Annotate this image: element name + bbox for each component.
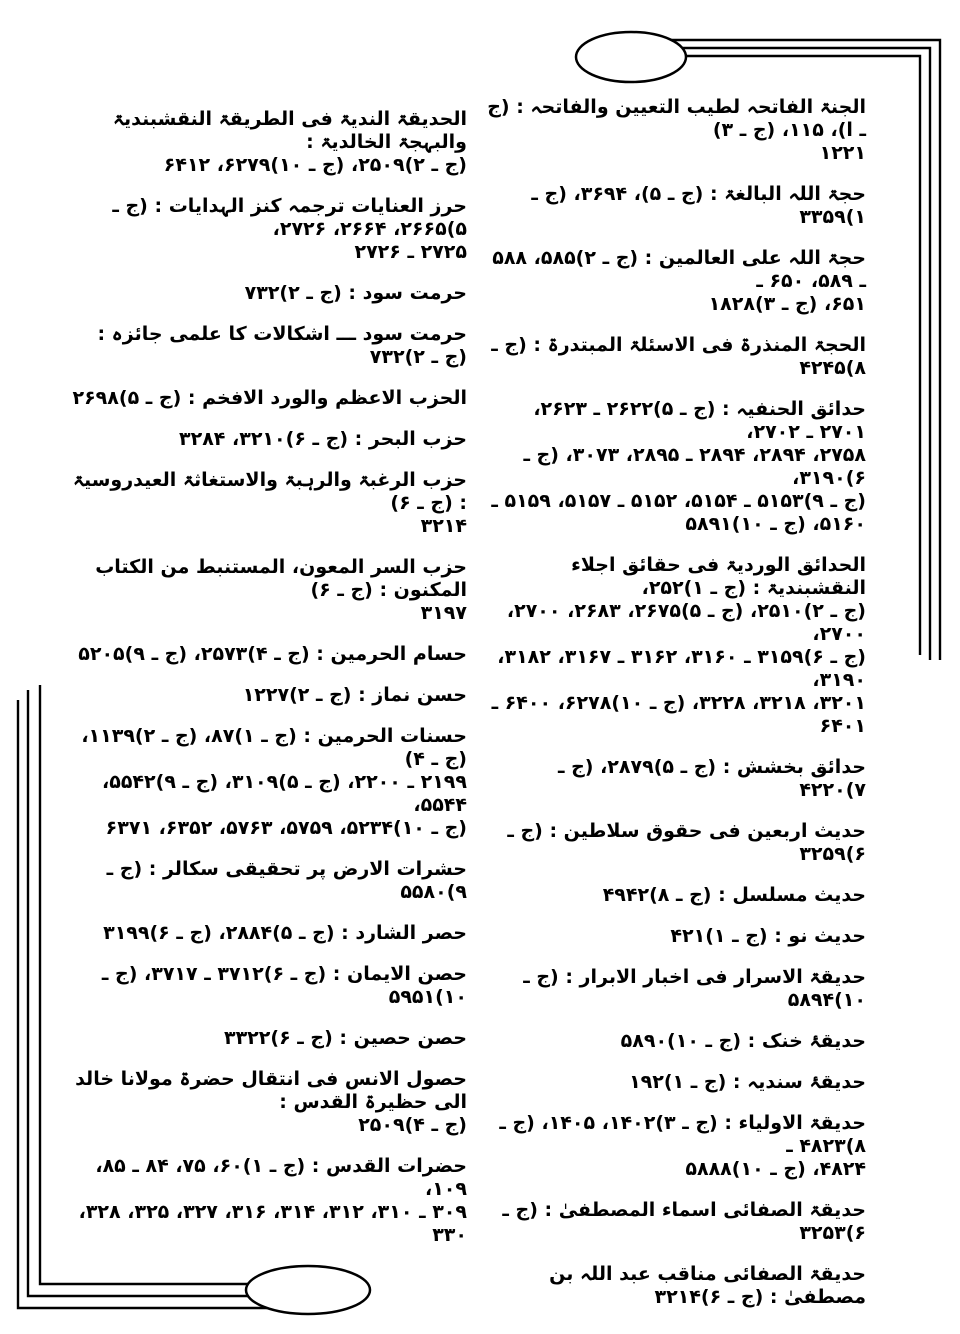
index-entry: حرمت سود : (ج ـ ۲)۷۳۲: [244, 282, 467, 304]
bottom-ornament-oval: [246, 1266, 370, 1314]
index-entry: حسنات الحرمین : (ج ـ ۱)۸۷، (ج ـ ۲)۱۱۳۹، (ج ـ ۴) ۲۱۹۹ ـ ۲۲۰۰، (ج ـ ۵)۳۱۰۹، (ج ـ ۹)۵۵۴۲، ۵۵۴۴، (ج ـ ۱۰)۵۲۳۴، ۵۷۵۹، ۵۷۶۳، ۶۳۵۲، ۶۳۷۱: [81, 725, 467, 839]
index-entry: حجۃ اللہ علی العالمین : (ج ـ ۲)۵۸۵، ۵۸۸ ـ ۵۸۹، ۶۵۰ ـ ۶۵۱، (ج ـ ۳)۱۸۲۸: [492, 247, 866, 315]
index-entry: حدیقۂ سندیہ : (ج ـ ۱)۱۹۲: [629, 1071, 866, 1093]
index-entry: حدیث مسلسل : (ج ـ ۸)۴۹۴۲: [602, 884, 866, 906]
index-entry: حدیقۃ الاولیاء : (ج ـ ۳)۱۴۰۲، ۱۴۰۵، (ج ـ ۸)۴۸۲۳ ـ ۴۸۲۴، (ج ـ ۱۰)۵۸۸۸: [499, 1112, 866, 1180]
index-entry: حصر الشارد : (ج ـ ۵)۲۸۸۴، (ج ـ ۶)۳۱۹۹: [103, 922, 467, 944]
right-index-column: [486, 96, 866, 1327]
index-entry: الحجۃ المنذرۃ فی الاسئلۃ المبتدرۃ : (ج ـ ۸)۴۲۴۵: [491, 334, 866, 379]
index-entry: حدائق بخشش : (ج ـ ۵)۲۸۷۹، (ج ـ ۷)۴۲۲۰: [557, 756, 866, 801]
top-ornament-oval: [576, 32, 686, 82]
left-index-column: [72, 108, 467, 1265]
index-entry: حصن الایمان : (ج ـ ۶)۳۷۱۲ ـ ۳۷۱۷، (ج ـ ۱۰)۵۹۵۱: [101, 963, 467, 1008]
index-entry: حصول الانس فی انتقال حضرۃ مولانا خالد الی حظیرۃ القدس : (ج ـ ۴)۲۵۰۹: [75, 1068, 467, 1136]
index-entry: حدیقۃ الصفائی مناقب عبد اللہ بن مصطفیٰ : (ج ـ ۶)۳۲۱۴: [549, 1263, 866, 1308]
index-entry: الحدائق الوردیۃ فی حقائق اجلاء النقشبندیۃ : (ج ـ ۱)۲۵۲، (ج ـ ۲)۲۵۱۰، (ج ـ ۵)۲۶۷۵، ۲۶۸۳، ۲۷۰۰، ۲۷۰۰، (ج ـ ۶)۳۱۵۹ ـ ۳۱۶۰، ۳۱۶۲ ـ ۳۱۶۷، ۳۱۸۲، ۳۱۹۰، ۳۲۰۱، ۳۲۱۸، ۳۲۲۸، (ج ـ ۱۰)۶۲۷۸، ۶۴۰۰ ـ ۶۴۰۱: [491, 554, 866, 737]
index-entry: حدیث نو : (ج ـ ۱)۴۲۱: [670, 925, 866, 947]
index-entry: حزب السر المعون، المستنبط من الکتاب المکنون : (ج ـ ۶) ۳۱۹۷: [95, 556, 467, 624]
index-entry: حضرات القدس : (ج ـ ۱)۶۰، ۷۵، ۸۴ ـ ۸۵، ۱۰۹، ۳۰۹ ـ ۳۱۰، ۳۱۲، ۳۱۴، ۳۱۶، ۳۲۷، ۳۲۵، ۳۲۸، ۳۳۰: [78, 1155, 467, 1246]
index-entry: حجۃ اللہ البالغۃ : (ج ـ ۵)، ۳۶۹۴، (ج ـ ۱)۳۳۵۹: [531, 183, 866, 228]
index-entry: الجنۃ الفاتحہ لطیب التعیین والفاتحہ : (ج ـ ا)، ۱۱۵، (ج ـ ۳) ۱۲۲۱: [487, 96, 866, 164]
index-entry: الحدیقۃ الندیۃ فی الطریقۃ النقشبندیۃ والبہجۃ الخالدیۃ : (ج ـ ۲)۲۵۰۹، (ج ـ ۱۰)۶۲۷۹، ۶۴۱۲: [112, 108, 467, 176]
index-entry: حرمت سود ـــ اشکالات کا علمی جائزہ : (ج ـ ۲)۷۳۲: [97, 323, 467, 368]
index-entry: حشرات الارض پر تحقیقی سکالر : (ج ـ ۹)۵۵۸۰: [106, 858, 467, 903]
index-entry: حسام الحرمین : (ج ـ ۴)۲۵۷۳، (ج ـ ۹)۵۲۰۵: [78, 643, 467, 665]
index-entry: حدائق الحنفیہ : (ج ـ ۵)۲۶۲۲ ـ ۲۶۲۳، ۲۷۰۱ ـ ۲۷۰۲، ۲۷۵۸، ۲۸۹۴، ۲۸۹۴ ـ ۲۸۹۵، ۳۰۷۳، (ج ـ ۶)۳۱۹۰، (ج ـ ۹)۵۱۵۳ ـ ۵۱۵۴، ۵۱۵۲ ـ ۵۱۵۷، ۵۱۵۹ ـ ۵۱۶۰، (ج ـ ۱۰)۵۸۹۱: [491, 398, 866, 535]
index-entry: حرز العنایات ترجمہ کنز الہدایات : (ج ـ ۵)۲۶۶۵، ۲۶۶۴، ۲۷۲۶، ۲۷۲۵ ـ ۲۷۲۶: [112, 195, 467, 263]
index-entry: حصن حصین : (ج ـ ۶)۳۳۲۲: [223, 1027, 467, 1049]
index-entry: حسن نماز : (ج ـ ۲)۱۲۲۷: [242, 684, 467, 706]
index-entry: الحزب الاعظم والورد الافخم : (ج ـ ۵)۲۶۹۸: [72, 387, 467, 409]
index-entry: حزب البحر : (ج ـ ۶)۳۲۱۰، ۳۲۸۴: [179, 428, 467, 450]
index-entry: حدیث اربعین فی حقوق سلاطین : (ج ـ ۶)۳۲۵۹: [507, 820, 866, 865]
index-entry: حدیقۃ الصفائی اسماء المصطفیٰ : (ج ـ ۶)۳۲۵۳: [502, 1199, 866, 1244]
index-entry: حزب الرغبۃ والرہبۃ والاستغاثۃ العیدروسیۃ : (ج ـ ۶) ۳۲۱۴: [72, 469, 467, 537]
index-entry: حدیقۃ الاسرار فی اخبار الابرار : (ج ـ ۱۰)۵۸۹۴: [523, 966, 866, 1011]
index-entry: حدیقۂ خنک : (ج ـ ۱۰)۵۸۹۰: [620, 1030, 866, 1052]
